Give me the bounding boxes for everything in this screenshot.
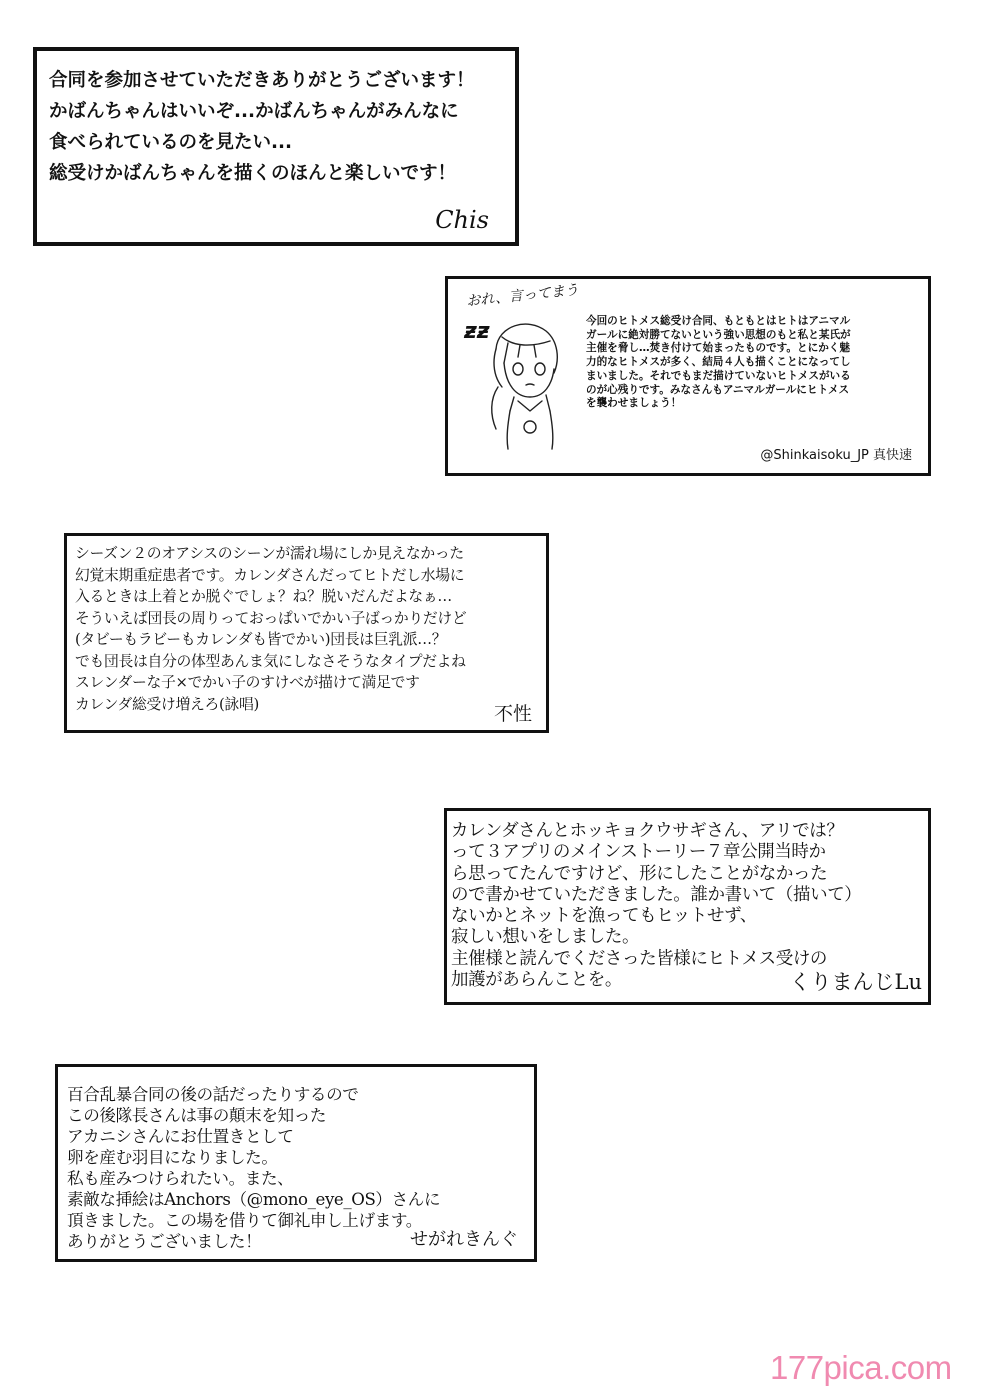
text-line: ないかとネットを漁ってもヒットせず、: [451, 906, 757, 927]
afterword-box-kurimanjilu: [444, 808, 931, 1005]
author-signature: 不性: [493, 703, 532, 725]
text-line: アカニシさんにお仕置きとして: [67, 1127, 294, 1146]
text-line: 主催様と読んでくださった皆様にヒトメス受けの: [451, 948, 828, 969]
afterword-box-chis: [33, 47, 519, 246]
text-line: を襲わせましょう！: [586, 397, 682, 410]
text-line: 寂しい想いをしました。: [451, 927, 640, 948]
text-line: 幻覚末期重症患者です。カレンダさんだってヒトだし水場に: [75, 566, 465, 584]
text-line: (タビーもラビーもカレンダも皆でかい)団長は巨乳派…？: [75, 631, 447, 648]
text-line: 百合乱暴合同の後の話だったりするので: [67, 1085, 359, 1104]
text-line: ら思ってたんですけど、形にしたことがなかった: [451, 863, 828, 884]
text-line: 力的なヒトメスが多く、結局４人も描くことになってし: [586, 356, 851, 369]
text-line: カレンダ総受け増えろ(詠唱): [75, 695, 259, 713]
text-line: 主催を脅し…焚き付けて始まったものです。とにかく魅: [586, 342, 850, 355]
text-line: って３アプリのメインストーリー７章公開当時か: [451, 842, 826, 863]
afterword-text: [75, 543, 466, 715]
author-signature: くりまんじLu: [789, 970, 922, 994]
text-line: ありがとうございました！: [67, 1232, 262, 1251]
text-line: ので書かせていただきました。誰か書いて（描いて）: [451, 884, 862, 905]
text-line: この後隊長さんは事の顛末を知った: [67, 1106, 327, 1125]
text-line: でも団長は自分の体型あんま気にしなさそうなタイプだよね: [75, 652, 466, 670]
text-line: スレンダーな子×でかい子のすけべが描けて満足です: [75, 674, 420, 691]
text-line: 合同を参加させていただきありがとうございます！: [49, 70, 475, 91]
text-line: 頂きました。この場を借りて御礼申し上げます。: [67, 1211, 422, 1230]
text-line: のが心残りです。みなさんもアニマルガールにヒトメス: [586, 383, 850, 396]
text-line: カレンダさんとホッキョクウサギさん、アリでは？: [451, 821, 844, 841]
text-line: ガールに絶対勝てないという強い思想のもと私と某氏が: [586, 328, 851, 341]
afterword-box-shinkaisoku: [445, 276, 931, 476]
chibi-girl-illustration: [458, 303, 578, 453]
afterword-text: [586, 315, 851, 411]
text-line: 今回のヒトメス総受け合同、もともとはヒトはアニマル: [586, 315, 851, 327]
squiggle-marks: ƶƶ: [464, 319, 490, 344]
text-line: まいました。それでもまだ描けていないヒトメスがいる: [586, 369, 851, 382]
afterword-text: [49, 65, 475, 189]
author-signature: Chis: [435, 206, 489, 234]
afterword-box-segareking: [55, 1064, 537, 1262]
text-line: 私も産みつけられたい。また、: [67, 1169, 294, 1188]
author-signature: @Shinkaisoku_JP 真快速: [760, 448, 912, 463]
author-signature: せがれきんぐ: [410, 1229, 518, 1250]
text-line: シーズン２のオアシスのシーンが濡れ場にしか見えなかった: [75, 545, 464, 562]
handwritten-note: おれ、言ってまう: [465, 282, 580, 310]
text-line: 卵を産む羽目になりました。: [67, 1148, 278, 1167]
text-line: 素敵な挿絵はAnchors（@mono_eye_OS）さんに: [67, 1190, 441, 1209]
afterword-box-fusei: [64, 533, 549, 733]
text-line: 加護があらんことを。: [451, 970, 622, 991]
text-line: 入るときは上着とか脱ぐでしょ？ね？脱いだんだよなぁ…: [75, 588, 452, 605]
text-line: 食べられているのを見たい...: [49, 132, 293, 153]
text-line: かばんちゃんはいいぞ...かばんちゃんがみんなに: [49, 101, 459, 122]
watermark: 177pica.com: [770, 1349, 952, 1386]
text-line: 総受けかばんちゃんを描くのほんと楽しいです！: [49, 163, 457, 184]
afterword-text: [67, 1084, 440, 1252]
text-line: そういえば団長の周りっておっぱいでかい子ばっかりだけど: [75, 609, 467, 627]
